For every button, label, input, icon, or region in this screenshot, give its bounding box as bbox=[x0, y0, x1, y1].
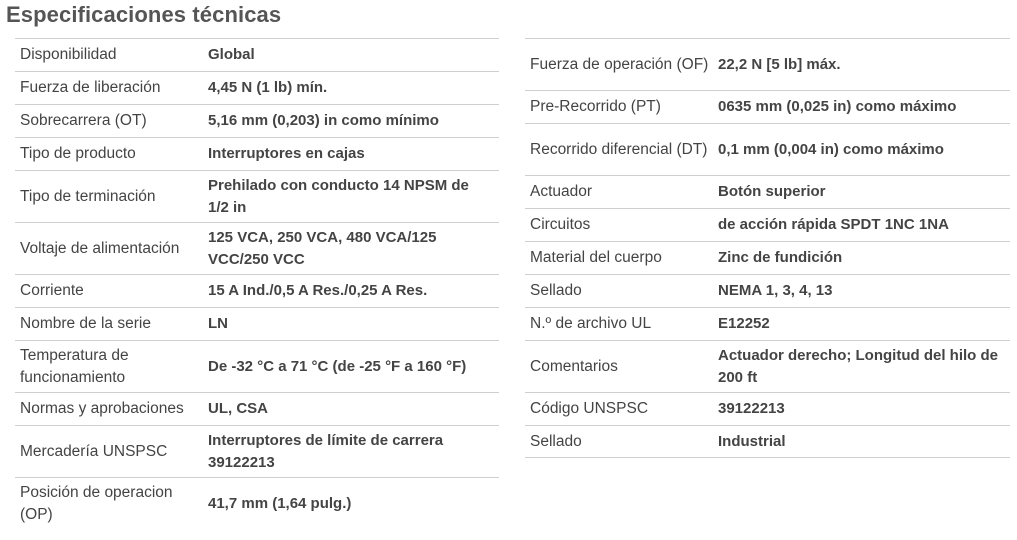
spec-value: 5,16 mm (0,203) in como mínimo bbox=[208, 112, 439, 129]
spec-row bbox=[525, 241, 1010, 274]
spec-row bbox=[525, 425, 1010, 458]
spec-row bbox=[15, 392, 499, 425]
spec-label: Nombre de la serie bbox=[20, 315, 151, 332]
spec-value: UL, CSA bbox=[208, 400, 268, 417]
spec-value: Interruptores de límite de carrera 39122213 bbox=[208, 431, 444, 471]
spec-label: Sellado bbox=[530, 432, 582, 450]
spec-value: Industrial bbox=[718, 432, 786, 450]
spec-value: E12252 bbox=[718, 315, 770, 332]
spec-label: Pre-Recorrido (PT) bbox=[530, 98, 661, 115]
spec-row bbox=[15, 307, 499, 340]
spec-row bbox=[15, 170, 499, 222]
spec-row bbox=[525, 208, 1010, 241]
spec-row bbox=[525, 175, 1010, 208]
spec-row bbox=[15, 137, 499, 170]
spec-value: 15 A Ind./0,5 A Res./0,25 A Res. bbox=[208, 282, 428, 299]
spec-row bbox=[15, 274, 499, 307]
spec-label: Mercadería UNSPSC bbox=[20, 442, 168, 460]
specs-left-column bbox=[15, 38, 499, 529]
spec-value: Interruptores en cajas bbox=[208, 145, 365, 162]
spec-value: 4,45 N (1 lb) mín. bbox=[208, 79, 328, 96]
spec-row bbox=[525, 38, 1010, 90]
spec-value: De -32 °C a 71 °C (de -25 °F a 160 °F) bbox=[208, 357, 467, 375]
spec-label: N.º de archivo UL bbox=[530, 315, 652, 332]
spec-value: NEMA 1, 3, 4, 13 bbox=[718, 282, 833, 299]
spec-row bbox=[525, 392, 1010, 425]
spec-label: Tipo de terminación bbox=[20, 187, 156, 205]
spec-label: Fuerza de liberación bbox=[20, 79, 161, 96]
spec-value: 41,7 mm (1,64 pulg.) bbox=[208, 494, 352, 512]
spec-row bbox=[15, 222, 499, 274]
spec-value: Zinc de fundición bbox=[718, 249, 843, 266]
spec-label: Tipo de producto bbox=[20, 145, 136, 162]
spec-row bbox=[525, 340, 1010, 392]
spec-value: Botón superior bbox=[718, 183, 826, 200]
spec-row bbox=[525, 123, 1010, 175]
spec-row bbox=[15, 340, 499, 392]
spec-label: Material del cuerpo bbox=[530, 249, 662, 266]
spec-row bbox=[15, 477, 499, 529]
spec-label: Disponibilidad bbox=[20, 46, 117, 63]
spec-value: Prehilado con conducto 14 NPSM de 1/2 in bbox=[208, 176, 469, 216]
spec-label: Temperatura de funcionamiento bbox=[20, 346, 129, 386]
spec-label: Sellado bbox=[530, 282, 582, 299]
spec-value: 125 VCA, 250 VCA, 480 VCA/125 VCC/250 VCC bbox=[208, 228, 437, 268]
spec-label: Normas y aprobaciones bbox=[20, 400, 184, 417]
spec-value: Global bbox=[208, 46, 255, 63]
spec-row bbox=[15, 38, 499, 71]
spec-row bbox=[525, 307, 1010, 340]
spec-value: 22,2 N [5 lb] máx. bbox=[718, 55, 841, 73]
spec-label: Recorrido diferencial (DT) bbox=[530, 140, 708, 158]
spec-value: 0,1 mm (0,004 in) como máximo bbox=[718, 140, 944, 158]
spec-row bbox=[525, 90, 1010, 123]
spec-label: Corriente bbox=[20, 282, 84, 299]
spec-value: 0635 mm (0,025 in) como máximo bbox=[718, 98, 957, 115]
spec-value: 39122213 bbox=[718, 400, 785, 417]
spec-row bbox=[525, 274, 1010, 307]
spec-label: Código UNSPSC bbox=[530, 400, 649, 417]
spec-label: Posición de operacion (OP) bbox=[20, 483, 173, 523]
spec-value: LN bbox=[208, 315, 228, 332]
spec-label: Voltaje de alimentación bbox=[20, 239, 180, 257]
spec-label: Sobrecarrera (OT) bbox=[20, 112, 147, 129]
spec-label: Circuitos bbox=[530, 216, 591, 233]
spec-row bbox=[15, 425, 499, 477]
spec-row bbox=[15, 104, 499, 137]
spec-value: de acción rápida SPDT 1NC 1NA bbox=[718, 216, 949, 233]
spec-label: Actuador bbox=[530, 183, 593, 200]
spec-row bbox=[15, 71, 499, 104]
spec-label: Comentarios bbox=[530, 357, 618, 375]
spec-label: Fuerza de operación (OF) bbox=[530, 55, 709, 73]
spec-value: Actuador derecho; Longitud del hilo de 200 ft bbox=[718, 346, 998, 386]
page-title: Especificaciones técnicas bbox=[6, 2, 282, 27]
specs-right-column bbox=[525, 38, 1010, 458]
